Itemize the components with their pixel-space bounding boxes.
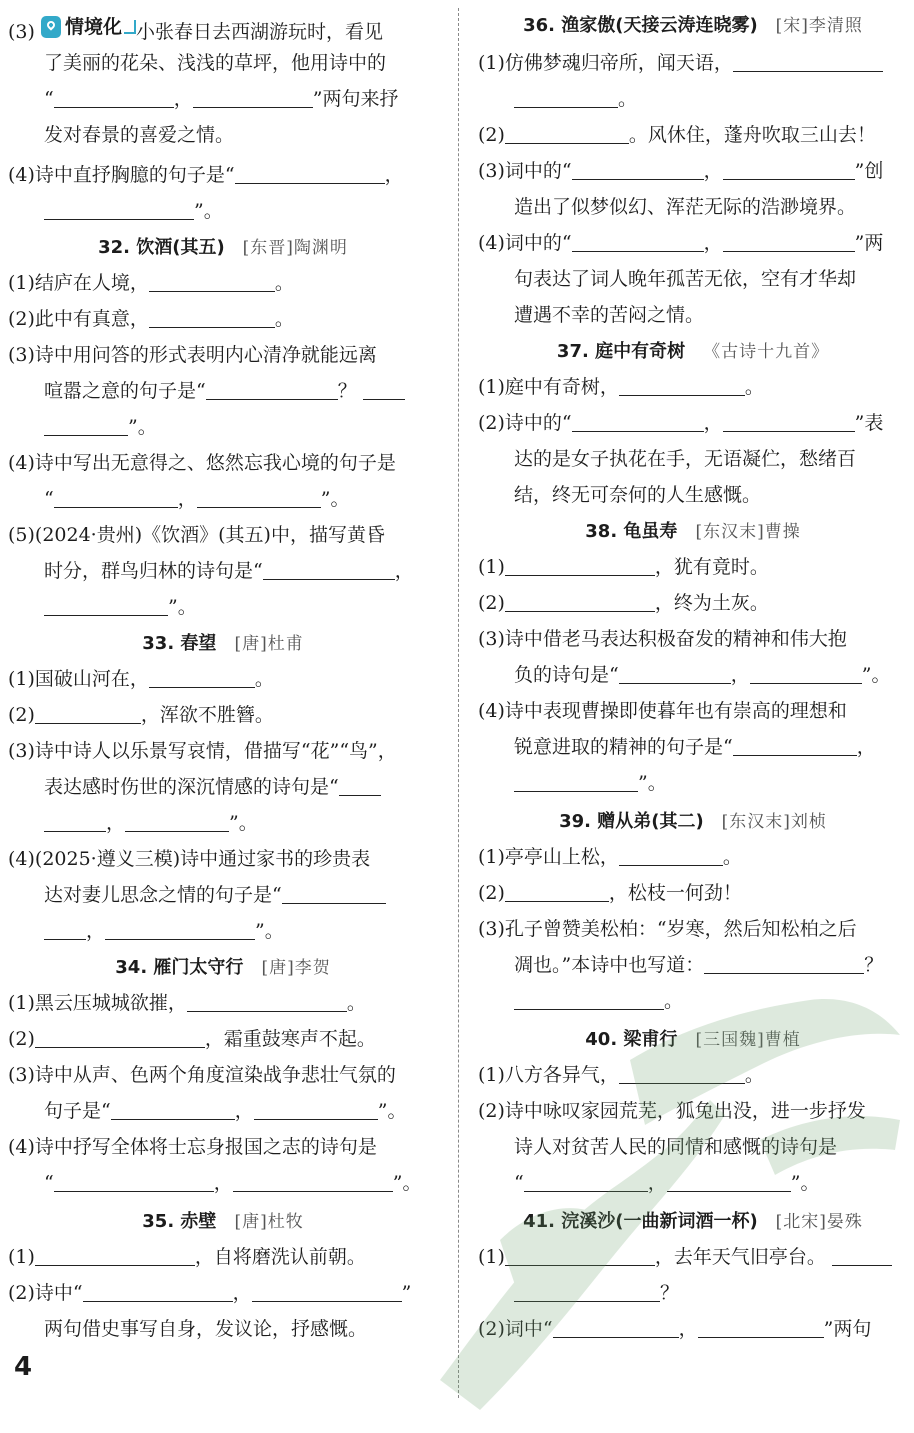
q41-1-line2: ？	[514, 1278, 679, 1308]
q33-3-line3: ， ”。	[44, 808, 258, 838]
q33-3-line2: 表达感时伤世的深沉情感的诗句是“	[44, 772, 381, 802]
answer-blank[interactable]	[619, 1063, 745, 1084]
section-title-38: 38. 龟虽寿 [东汉末]曹操	[585, 521, 801, 542]
answer-blank[interactable]	[733, 735, 857, 756]
q39-1: (1)亭亭山上松， 。	[478, 846, 742, 868]
answer-blank[interactable]	[505, 881, 609, 902]
answer-blank[interactable]	[619, 375, 745, 396]
q40-2-line2: 诗人对贫苦人民的同情和感慨的诗句是	[514, 1136, 838, 1158]
answer-blank[interactable]	[111, 1099, 235, 1120]
answer-blank[interactable]	[44, 199, 194, 220]
q35-1: (1) ，自将磨洗认前朝。	[8, 1246, 366, 1268]
q33-3-line1: (3)诗中诗人以乐景写哀情，借描写“花”“鸟”，	[8, 740, 397, 762]
q35-2-line2: 两句借史事写自身，发议论，抒感慨。	[44, 1318, 368, 1340]
answer-blank[interactable]	[514, 771, 638, 792]
q39-3-line2: 凋也。”本诗中也写道： ？	[514, 954, 884, 976]
answer-blank[interactable]	[54, 1171, 214, 1192]
answer-blank[interactable]	[505, 1245, 655, 1266]
answer-blank[interactable]	[125, 811, 229, 832]
answer-blank[interactable]	[723, 159, 855, 180]
answer-blank[interactable]	[619, 845, 723, 866]
situation-badge: 情境化	[41, 12, 136, 42]
q32-5-line3: ”。	[44, 592, 197, 622]
q36-3-line2: 造出了似梦似幻、浑茫无际的浩渺境界。	[514, 196, 857, 218]
location-pin-icon	[41, 16, 61, 38]
q40-2-line1: (2)诗中咏叹家园荒芜，狐兔出没，进一步抒发	[478, 1100, 866, 1122]
answer-blank[interactable]	[698, 1317, 824, 1338]
q34-3-line2: 句子是“ ， ”。	[44, 1100, 407, 1122]
bracket-tail-icon	[124, 20, 136, 34]
q38-3-line1: (3)诗中借老马表达积极奋发的精神和伟大抱	[478, 628, 847, 650]
q37-2-line1: (2)诗中的“ ， ”表	[478, 412, 884, 434]
answer-blank[interactable]	[505, 555, 655, 576]
section-title-40: 40. 梁甫行 [三国魏]曹植	[585, 1029, 801, 1050]
q32-3-line1: (3)诗中用问答的形式表明内心清净就能远离	[8, 344, 377, 366]
q40-1: (1)八方各异气， 。	[478, 1064, 764, 1086]
q31-3-line1: (3) 情境化 小张春日去西湖游玩时，看见	[8, 12, 383, 42]
q32-4-line1: (4)诗中写出无意得之、悠然忘我心境的句子是	[8, 452, 396, 474]
answer-blank[interactable]	[35, 1245, 195, 1266]
answer-blank[interactable]	[35, 1027, 205, 1048]
q31-4-line1: (4)诗中直抒胸臆的句子是“ ，	[8, 164, 404, 186]
section-title-41: 41. 浣溪沙(一曲新词酒一杯) [北宋]晏殊	[523, 1211, 863, 1232]
answer-blank[interactable]	[572, 159, 704, 180]
q34-3-line1: (3)诗中从声、色两个角度渲染战争悲壮气氛的	[8, 1064, 396, 1086]
q37-2-line2: 达的是女子执花在手，无语凝伫，愁绪百	[514, 448, 857, 470]
answer-blank[interactable]	[83, 1281, 233, 1302]
q34-4-line2: “ ， ”。	[44, 1172, 422, 1194]
q38-2: (2) ，终为土灰。	[478, 592, 769, 614]
q34-2: (2) ，霜重鼓寒声不起。	[8, 1028, 376, 1050]
answer-blank[interactable]	[505, 591, 655, 612]
section-title-36: 36. 渔家傲(天接云涛连晓雾) [宋]李清照	[523, 15, 863, 36]
q33-1: (1)国破山河在， 。	[8, 668, 274, 690]
answer-blank[interactable]	[263, 559, 395, 580]
q31-3-line2: 了美丽的花朵、浅浅的草坪，他用诗中的	[44, 52, 387, 74]
q39-3-line3: 。	[514, 986, 683, 1016]
answer-blank[interactable]	[339, 775, 381, 796]
q37-2-line3: 结，终无可奈何的人生感慨。	[514, 484, 762, 506]
answer-blank[interactable]	[197, 487, 321, 508]
answer-blank[interactable]	[572, 231, 704, 252]
answer-blank[interactable]	[704, 953, 864, 974]
q38-4-line2: 锐意进取的精神的句子是“ ，	[514, 736, 876, 758]
answer-blank[interactable]	[35, 703, 141, 724]
q32-3-line2: 喧嚣之意的句子是“ ？	[44, 376, 405, 406]
answer-blank[interactable]	[733, 51, 883, 72]
answer-blank[interactable]	[282, 883, 386, 904]
answer-blank[interactable]	[193, 87, 313, 108]
q41-2-line1: (2)词中“ ， ”两句	[478, 1318, 872, 1340]
answer-blank[interactable]	[105, 919, 255, 940]
q36-1-line1: (1)仿佛梦魂归帝所，闻天语，	[478, 48, 883, 78]
q34-4-line1: (4)诗中抒写全体将士忘身报国之志的诗句是	[8, 1136, 377, 1158]
q33-2: (2) ，浑欲不胜簪。	[8, 704, 274, 726]
answer-blank[interactable]	[233, 1171, 393, 1192]
answer-blank[interactable]	[44, 595, 168, 616]
q33-4-line1: (4)(2025·遵义三模)诗中通过家书的珍贵表	[8, 848, 371, 870]
q34-1: (1)黑云压城城欲摧， 。	[8, 992, 366, 1014]
answer-blank[interactable]	[553, 1317, 679, 1338]
section-title-39: 39. 赠从弟(其二) [东汉末]刘桢	[559, 811, 827, 832]
answer-blank[interactable]	[206, 379, 338, 400]
q38-4-line3: ”。	[514, 768, 667, 798]
answer-blank[interactable]	[723, 411, 855, 432]
section-title-35: 35. 赤壁 [唐]杜牧	[142, 1211, 304, 1232]
q40-2-line3: “ ， ”。	[514, 1172, 820, 1194]
q32-5-line2: 时分，群鸟归林的诗句是“ ，	[44, 560, 414, 582]
answer-blank[interactable]	[54, 87, 174, 108]
q38-4-line1: (4)诗中表现曹操即使暮年也有崇高的理想和	[478, 700, 847, 722]
q31-3-line4: 发对春景的喜爱之情。	[44, 124, 235, 146]
q36-4-line2: 句表达了词人晚年孤苦无依，空有才华却	[514, 268, 857, 290]
q32-1: (1)结庐在人境， 。	[8, 272, 294, 294]
q32-4-line2: “ ， ”。	[44, 488, 350, 510]
q31-4-line2: ”。	[44, 196, 223, 226]
answer-blank[interactable]	[149, 271, 275, 292]
q32-5-line1: (5)(2024·贵州)《饮酒》(其五)中，描写黄昏	[8, 524, 385, 546]
answer-blank[interactable]	[363, 379, 405, 400]
answer-blank[interactable]	[44, 415, 128, 436]
answer-blank[interactable]	[524, 1171, 648, 1192]
answer-blank[interactable]	[514, 989, 664, 1010]
q36-4-line3: 遭遇不幸的苦闷之情。	[514, 304, 705, 326]
answer-blank[interactable]	[832, 1245, 892, 1266]
answer-blank[interactable]	[514, 1281, 660, 1302]
answer-blank[interactable]	[44, 811, 106, 832]
answer-blank[interactable]	[505, 123, 629, 144]
answer-blank[interactable]	[187, 991, 347, 1012]
answer-blank[interactable]	[619, 663, 731, 684]
q38-1: (1) ，犹有竟时。	[478, 556, 769, 578]
answer-blank[interactable]	[514, 87, 618, 108]
section-title-32: 32. 饮酒(其五) [东晋]陶渊明	[98, 237, 348, 258]
q32-3-line3: ”。	[44, 412, 157, 442]
q41-1-line1: (1) ，去年天气旧亭台。	[478, 1242, 892, 1272]
q36-1-line2: 。	[514, 84, 637, 114]
q38-3-line2: 负的诗句是“ ， ”。	[514, 664, 891, 686]
answer-blank[interactable]	[667, 1171, 791, 1192]
section-title-34: 34. 雁门太守行 [唐]李贺	[115, 957, 331, 978]
answer-blank[interactable]	[254, 1099, 378, 1120]
answer-blank[interactable]	[723, 231, 855, 252]
q37-1: (1)庭中有奇树， 。	[478, 376, 764, 398]
q33-4-line3: ， ”。	[44, 916, 284, 946]
q36-2: (2) 。风休住，蓬舟吹取三山去！	[478, 124, 876, 146]
q36-3-line1: (3)词中的“ ， ”创	[478, 160, 884, 182]
column-divider	[458, 8, 459, 1398]
q31-3-line3: “ ， ”两句来抒	[44, 88, 399, 110]
section-title-33: 33. 春望 [唐]杜甫	[142, 633, 304, 654]
answer-blank[interactable]	[572, 411, 704, 432]
answer-blank[interactable]	[149, 667, 255, 688]
answer-blank[interactable]	[44, 919, 86, 940]
answer-blank[interactable]	[54, 487, 178, 508]
answer-blank[interactable]	[252, 1281, 402, 1302]
page-number: 4	[14, 1352, 33, 1382]
q33-4-line2: 达对妻儿思念之情的句子是“	[44, 880, 386, 910]
q36-4-line1: (4)词中的“ ， ”两	[478, 232, 884, 254]
q32-2: (2)此中有真意， 。	[8, 308, 294, 330]
q39-3-line1: (3)孔子曾赞美松柏：“岁寒，然后知松柏之后	[478, 918, 857, 940]
section-title-37: 37. 庭中有奇树 《古诗十九首》	[556, 341, 830, 362]
answer-blank[interactable]	[235, 163, 385, 184]
q35-2-line1: (2)诗中“ ， ”	[8, 1282, 412, 1304]
answer-blank[interactable]	[750, 663, 862, 684]
q39-2: (2) ，松枝一何劲！	[478, 882, 742, 904]
answer-blank[interactable]	[149, 307, 275, 328]
